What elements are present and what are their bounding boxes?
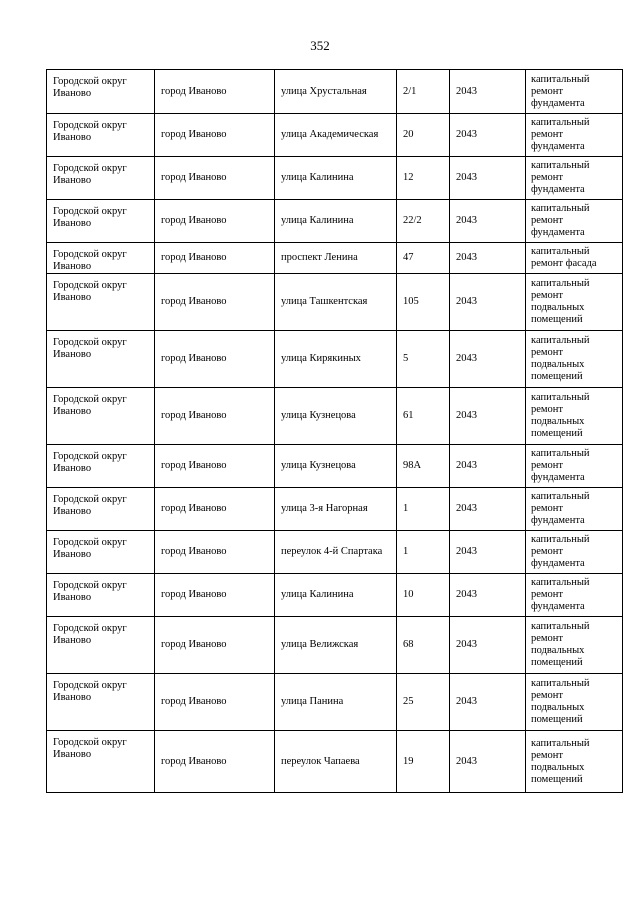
- year-cell: 2043: [450, 488, 526, 531]
- table-row: [47, 200, 623, 243]
- street-cell: улица Калинина: [275, 157, 397, 200]
- table-row: [47, 114, 623, 157]
- work-type-cell: капитальный ремонт фундамента: [526, 445, 623, 488]
- locality-cell: город Иваново: [155, 445, 275, 488]
- work-type-cell: капитальный ремонт фундамента: [526, 200, 623, 243]
- municipality-cell: Городской округ Иваново: [47, 243, 155, 274]
- locality-cell: город Иваново: [155, 574, 275, 617]
- locality-cell: город Иваново: [155, 157, 275, 200]
- municipality-cell: Городской округ Иваново: [47, 574, 155, 617]
- locality-cell: город Иваново: [155, 274, 275, 331]
- work-type-cell: капитальный ремонт фундамента: [526, 114, 623, 157]
- municipality-cell: Городской округ Иваново: [47, 331, 155, 388]
- house-number-cell: 98А: [397, 445, 450, 488]
- house-number-cell: 47: [397, 243, 450, 274]
- house-number-cell: 25: [397, 674, 450, 731]
- year-cell: 2043: [450, 243, 526, 274]
- locality-cell: город Иваново: [155, 674, 275, 731]
- table-row: [47, 157, 623, 200]
- locality-cell: город Иваново: [155, 331, 275, 388]
- work-type-cell: капитальный ремонт подвальных помещений: [526, 388, 623, 445]
- municipality-cell: Городской округ Иваново: [47, 114, 155, 157]
- street-cell: улица Велижская: [275, 617, 397, 674]
- municipality-cell: Городской округ Иваново: [47, 70, 155, 114]
- page-number: 352: [310, 38, 330, 53]
- house-number-cell: 1: [397, 488, 450, 531]
- year-cell: 2043: [450, 445, 526, 488]
- locality-cell: город Иваново: [155, 243, 275, 274]
- house-number-cell: 22/2: [397, 200, 450, 243]
- work-type-cell: капитальный ремонт подвальных помещений: [526, 331, 623, 388]
- municipality-cell: Городской округ Иваново: [47, 731, 155, 793]
- year-cell: 2043: [450, 531, 526, 574]
- table-row: [47, 488, 623, 531]
- municipality-cell: Городской округ Иваново: [47, 200, 155, 243]
- street-cell: улица Калинина: [275, 574, 397, 617]
- table-row: [47, 445, 623, 488]
- house-number-cell: 1: [397, 531, 450, 574]
- table-row: [47, 674, 623, 731]
- table-row: [47, 388, 623, 445]
- work-type-cell: капитальный ремонт фундамента: [526, 488, 623, 531]
- year-cell: 2043: [450, 114, 526, 157]
- house-number-cell: 61: [397, 388, 450, 445]
- locality-cell: город Иваново: [155, 114, 275, 157]
- year-cell: 2043: [450, 200, 526, 243]
- work-type-cell: капитальный ремонт фундамента: [526, 70, 623, 114]
- table-row: [47, 574, 623, 617]
- work-type-cell: капитальный ремонт подвальных помещений: [526, 274, 623, 331]
- work-type-cell: капитальный ремонт подвальных помещений: [526, 674, 623, 731]
- street-cell: улица Панина: [275, 674, 397, 731]
- street-cell: переулок Чапаева: [275, 731, 397, 793]
- year-cell: 2043: [450, 274, 526, 331]
- year-cell: 2043: [450, 731, 526, 793]
- municipality-cell: Городской округ Иваново: [47, 274, 155, 331]
- year-cell: 2043: [450, 70, 526, 114]
- year-cell: 2043: [450, 574, 526, 617]
- municipality-cell: Городской округ Иваново: [47, 388, 155, 445]
- house-number-cell: 2/1: [397, 70, 450, 114]
- locality-cell: город Иваново: [155, 388, 275, 445]
- street-cell: улица Хрустальная: [275, 70, 397, 114]
- municipality-cell: Городской округ Иваново: [47, 674, 155, 731]
- house-number-cell: 105: [397, 274, 450, 331]
- table-body: [47, 70, 623, 793]
- locality-cell: город Иваново: [155, 731, 275, 793]
- locality-cell: город Иваново: [155, 200, 275, 243]
- municipality-cell: Городской округ Иваново: [47, 445, 155, 488]
- house-number-cell: 19: [397, 731, 450, 793]
- street-cell: улица Калинина: [275, 200, 397, 243]
- repair-schedule-table: [46, 69, 623, 793]
- work-type-cell: капитальный ремонт подвальных помещений: [526, 731, 623, 793]
- work-type-cell: капитальный ремонт фундамента: [526, 531, 623, 574]
- house-number-cell: 10: [397, 574, 450, 617]
- municipality-cell: Городской округ Иваново: [47, 157, 155, 200]
- street-cell: улица Кирякиных: [275, 331, 397, 388]
- street-cell: переулок 4-й Спартака: [275, 531, 397, 574]
- table-row: [47, 274, 623, 331]
- table-row: [47, 70, 623, 114]
- table-row: [47, 331, 623, 388]
- work-type-cell: капитальный ремонт подвальных помещений: [526, 617, 623, 674]
- table-row: [47, 731, 623, 793]
- work-type-cell: капитальный ремонт фундамента: [526, 574, 623, 617]
- table-row: [47, 617, 623, 674]
- municipality-cell: Городской округ Иваново: [47, 531, 155, 574]
- locality-cell: город Иваново: [155, 531, 275, 574]
- street-cell: улица Кузнецова: [275, 388, 397, 445]
- street-cell: улица Ташкентская: [275, 274, 397, 331]
- house-number-cell: 5: [397, 331, 450, 388]
- house-number-cell: 20: [397, 114, 450, 157]
- house-number-cell: 68: [397, 617, 450, 674]
- municipality-cell: Городской округ Иваново: [47, 488, 155, 531]
- table-row: [47, 243, 623, 274]
- year-cell: 2043: [450, 388, 526, 445]
- house-number-cell: 12: [397, 157, 450, 200]
- street-cell: улица Академическая: [275, 114, 397, 157]
- year-cell: 2043: [450, 674, 526, 731]
- table-row: [47, 531, 623, 574]
- locality-cell: город Иваново: [155, 617, 275, 674]
- street-cell: улица 3-я Нагорная: [275, 488, 397, 531]
- street-cell: улица Кузнецова: [275, 445, 397, 488]
- year-cell: 2043: [450, 617, 526, 674]
- locality-cell: город Иваново: [155, 70, 275, 114]
- year-cell: 2043: [450, 331, 526, 388]
- work-type-cell: капитальный ремонт фасада: [526, 243, 623, 274]
- work-type-cell: капитальный ремонт фундамента: [526, 157, 623, 200]
- year-cell: 2043: [450, 157, 526, 200]
- municipality-cell: Городской округ Иваново: [47, 617, 155, 674]
- street-cell: проспект Ленина: [275, 243, 397, 274]
- locality-cell: город Иваново: [155, 488, 275, 531]
